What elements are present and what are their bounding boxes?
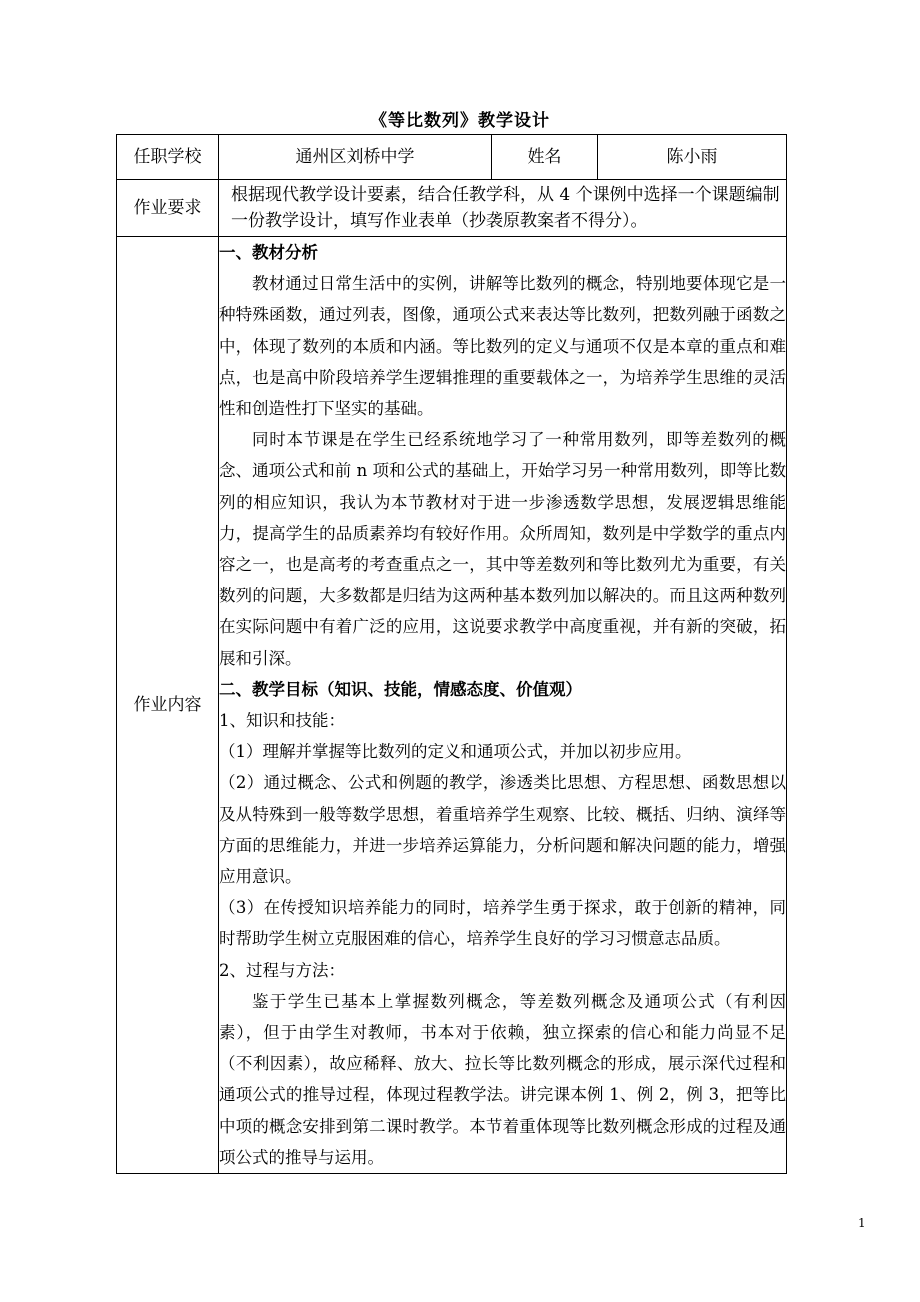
school-name-row (117, 135, 787, 180)
section-heading-teaching-goals: 二、教学目标（知识、技能，情感态度、价值观） (219, 679, 582, 699)
requirements-label: 作业要求 (117, 180, 219, 237)
section-heading-textbook-analysis: 一、教材分析 (219, 243, 318, 262)
paragraph: 教材通过日常生活中的实例，讲解等比数列的概念，特别地要体现它是一种特殊函数，通过列表，图像，通项公式来表达等比数列，把数列融于函数之中，体现了数列的本质和内涵。等比数列的定义与通项不仅是本章的重点和难点，也是高中阶段培养学生逻辑推理的重要载体之一，为培养学生思维的灵活性和创造性打下坚实的基础。 (219, 274, 786, 419)
subheading-knowledge-skills: 1、知识和技能： (219, 711, 345, 731)
school-label: 任职学校 (117, 135, 219, 180)
content-label: 作业内容 (117, 237, 219, 1174)
name-label: 姓名 (492, 135, 598, 180)
paragraph: 鉴于学生已基本上掌握数列概念，等差数列概念及通项公式（有利因素），但于由学生对教师，书本对于依赖，独立探索的信心和能力尚显不足（不利因素），故应稀释、放大、拉长等比数列概念的形成，展示深代过程和通项公式的推导过程，体现过程教学法。讲完课本例 1、例 2，例 3，把等比中项的概念安排到第二课时教学。本节着重体现等比数列概念形成的过程及通项公式的推导与运用。 (219, 991, 786, 1167)
list-item: （3）在传授知识培养能力的同时，培养学生勇于探求，敢于创新的精神，同时帮助学生树立克服困难的信心，培养学生良好的学习习惯意志品质。 (219, 898, 786, 949)
content-row (117, 237, 787, 1174)
name-value: 陈小雨 (598, 135, 787, 180)
subheading-process-methods: 2、过程与方法： (219, 960, 345, 980)
document-title: 《等比数列》教学设计 (370, 111, 550, 131)
requirements-row (117, 180, 787, 237)
page-number: 1 (858, 1216, 866, 1230)
requirements-text: 根据现代教学设计要素，结合任教学科，从 4 个课例中选择一个课题编制一份教学设计，填写作业表单（抄袭原教案者不得分）。 (219, 180, 787, 237)
content-body (219, 237, 787, 1174)
school-value: 通州区刘桥中学 (219, 135, 492, 180)
list-item: （1）理解并掌握等比数列的定义和通项公式，并加以初步应用。 (219, 742, 692, 762)
list-item: （2）通过概念、公式和例题的教学，渗透类比思想、方程思想、函数思想以及从特殊到一般等数学思想，着重培养学生观察、比较、概括、归纳、演绎等方面的思维能力，并进一步培养运算能力，分析问题和解决问题的能力，增强应用意识。 (219, 773, 786, 887)
paragraph: 同时本节课是在学生已经系统地学习了一种常用数列，即等差数列的概念、通项公式和前 n 项和公式的基础上，开始学习另一种常用数列，即等比数列的相应知识，我认为本节教材对于进一步渗透数学思想，发展逻辑思维能力，提高学生的品质素养均有较好作用。众所周知，数列是中学数学的重点内容之一，也是高考的考查重点之一，其中等差数列和等比数列尤为重要，有关数列的问题，大多数都是归结为这两种基本数列加以解决的。而且这两种数列在实际问题中有着广泛的应用，这说要求教学中高度重视，并有新的突破，拓展和引深。 (219, 430, 786, 668)
assignment-form-table (116, 134, 787, 1174)
